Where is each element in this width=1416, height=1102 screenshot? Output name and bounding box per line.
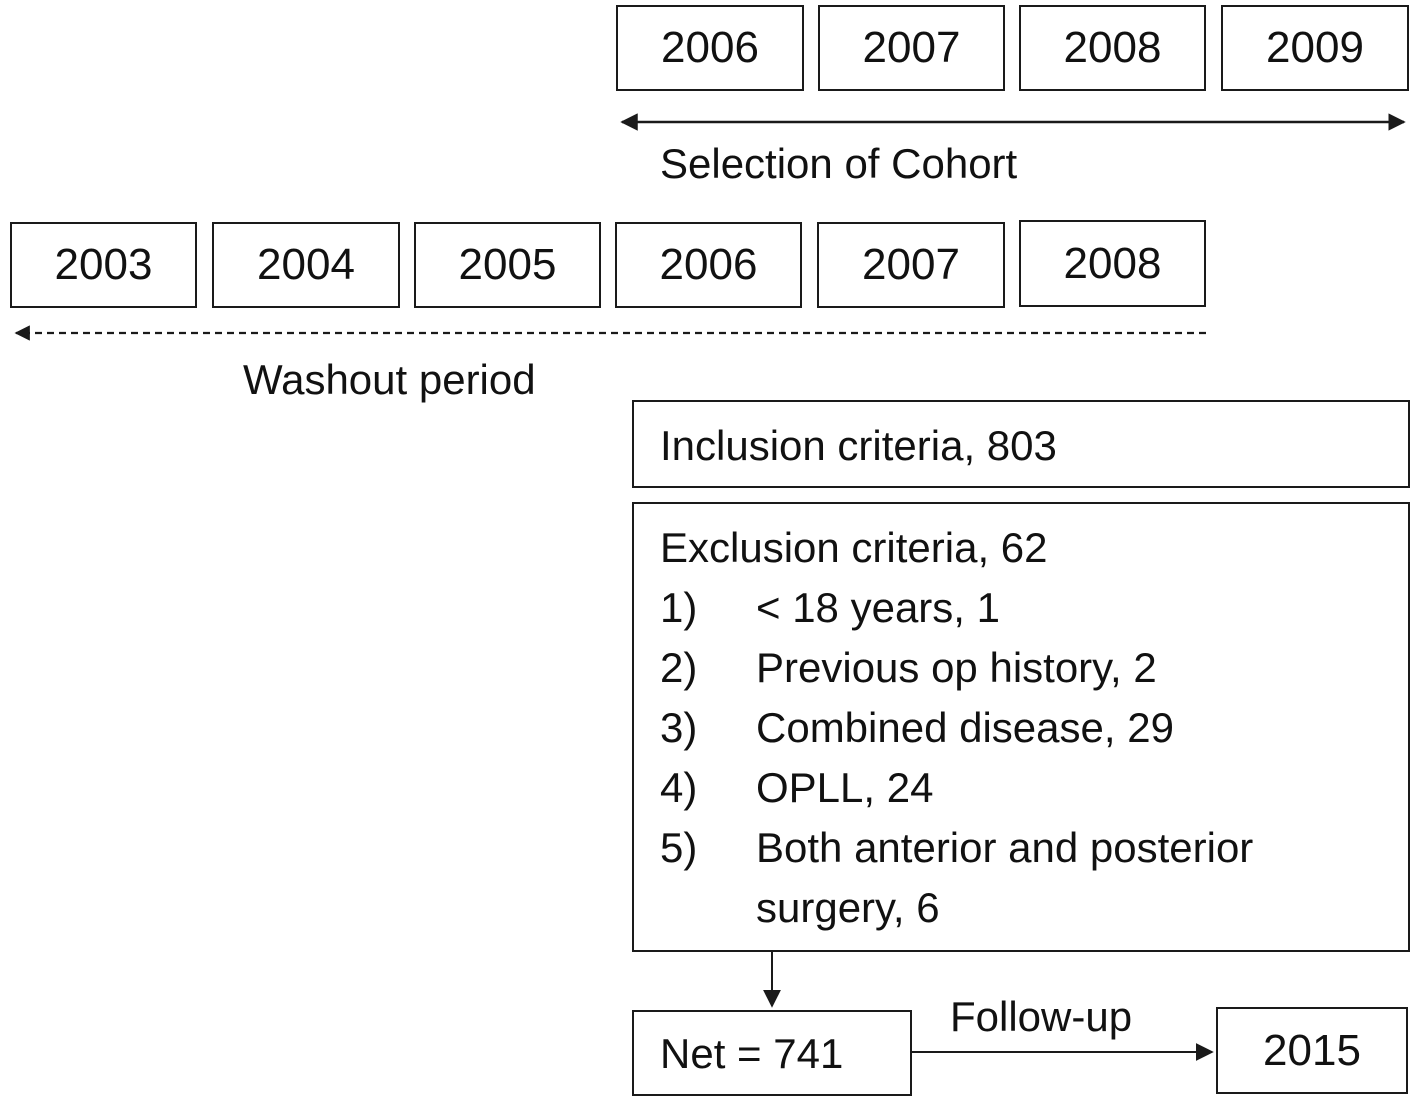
- washout-year-label: 2005: [458, 240, 557, 289]
- exclusion-item-text: Previous op history, 2: [756, 644, 1157, 691]
- exclusion-item-text: Combined disease, 29: [756, 704, 1174, 751]
- inclusion-criteria-text: Inclusion criteria, 803: [660, 422, 1057, 469]
- exclusion-item-number: 1): [660, 584, 698, 631]
- selection-year-label: 2007: [862, 23, 961, 72]
- washout-year-label: 2007: [862, 240, 960, 289]
- exclusion-item-number: 4): [660, 764, 698, 811]
- selection-of-cohort-label: Selection of Cohort: [660, 140, 1018, 187]
- exclusion-item-number: 5): [660, 824, 698, 871]
- exclusion-item-number: 2): [660, 644, 698, 691]
- selection-year-label: 2008: [1063, 23, 1162, 72]
- exclusion-item-text: Both anterior and posterior: [756, 824, 1254, 871]
- washout-year-label: 2004: [257, 240, 355, 289]
- washout-year-label: 2003: [54, 240, 153, 289]
- washout-year-label: 2006: [659, 240, 758, 289]
- washout-year-label: 2008: [1063, 238, 1162, 288]
- exclusion-item-text: OPLL, 24: [756, 764, 934, 811]
- washout-period-label: Washout period: [243, 356, 536, 403]
- exclusion-item-number: 3): [660, 704, 698, 751]
- net-text: Net = 741: [660, 1030, 844, 1077]
- selection-year-label: 2006: [661, 23, 759, 72]
- follow-up-year-label: 2015: [1263, 1025, 1361, 1075]
- exclusion-criteria-title: Exclusion criteria, 62: [660, 524, 1048, 571]
- exclusion-item-text: < 18 years, 1: [756, 584, 1000, 631]
- exclusion-item-5-continuation: surgery, 6: [756, 884, 940, 931]
- follow-up-label: Follow-up: [950, 993, 1133, 1040]
- selection-year-label: 2009: [1266, 23, 1364, 72]
